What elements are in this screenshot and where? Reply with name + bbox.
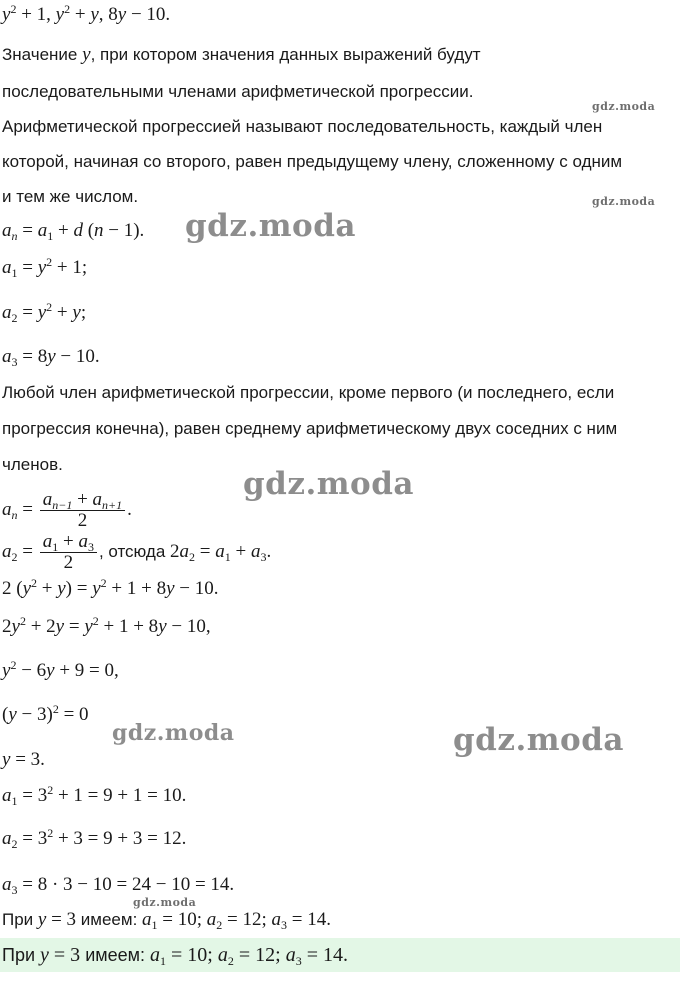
- definition-line-1: Арифметической прогрессией называют последовательность, каждый член: [2, 117, 603, 136]
- definition-line-3: и тем же числом.: [2, 187, 139, 206]
- watermark: gdz.moda: [185, 208, 356, 244]
- a2-mean-formula: $a_2$ = $\frac{a_1 + a_3}{2}$ , отсюда $2a_2 = a_1 + a_3$.: [2, 531, 272, 573]
- property-line-3: членов.: [2, 455, 63, 474]
- a1-equation: $a_1 = y^2 + 1$;: [2, 255, 88, 280]
- mean-formula: $a_n$ = $\frac{a_{n-1} + a_{n+1}}{2}$ .: [2, 489, 132, 531]
- a2-equation: $a_2 = y^2 + y$;: [2, 300, 87, 325]
- answer-box: [0, 938, 680, 972]
- watermark: gdz.moda: [592, 100, 656, 113]
- watermark: gdz.moda: [453, 722, 624, 758]
- intro-line-2: последовательными членами арифметической прогрессии.: [2, 82, 474, 101]
- definition-line-2: которой, начиная со второго, равен предыдущему члену, сложенному с одним: [2, 152, 623, 171]
- equation-step-3: $y^2 - 6y + 9 = 0$,: [2, 658, 119, 681]
- a3-equation: $a_3 = 8y - 10$.: [2, 346, 100, 369]
- watermark: gdz.moda: [243, 466, 414, 502]
- equation-step-1: 2 $(y^2 + y) = y^2 + 1 + 8y - 10$.: [2, 576, 219, 599]
- given-expressions: $y^2 + 1$, $y^2 + y$, 8y − 10.: [2, 2, 171, 25]
- y-solution: y = 3.: [2, 749, 45, 770]
- a3-value: $a_3 = 8 \cdot 3 - 10 = 24 - 10 = 14$.: [2, 874, 235, 897]
- result-line: При y = 3 имеем: $a_1 = 10$; $a_2 = 12$; $a_3 = 14$.: [2, 909, 331, 932]
- watermark: gdz.moda: [592, 195, 656, 208]
- intro-line-1: Значение y, при котором значения данных выражений будут: [2, 44, 481, 65]
- property-line-1: Любой член арифметической прогрессии, кроме первого (и последнего, если: [2, 383, 615, 402]
- a1-value: $a_1 = 3^2 + 1 = 9 + 1 = 10$.: [2, 783, 187, 808]
- equation-step-4: $(y - 3)^2 = 0$: [2, 702, 89, 725]
- answer-line: При y = 3 имеем: $a_1 = 10$; $a_2 = 12$; $a_3 = 14$.: [2, 944, 348, 968]
- equation-step-2: $2y^2 + 2y = y^2 + 1 + 8y - 10$,: [2, 614, 211, 637]
- watermark: gdz.moda: [133, 896, 197, 909]
- watermark: gdz.moda: [112, 720, 235, 746]
- general-term-formula: $a_n = a_1 + d$ (n − 1).: [2, 220, 145, 243]
- property-line-2: прогрессия конечна), равен среднему арифметическому двух соседних с ним: [2, 419, 618, 438]
- a2-value: $a_2 = 3^2 + 3 = 9 + 3 = 12$.: [2, 826, 187, 851]
